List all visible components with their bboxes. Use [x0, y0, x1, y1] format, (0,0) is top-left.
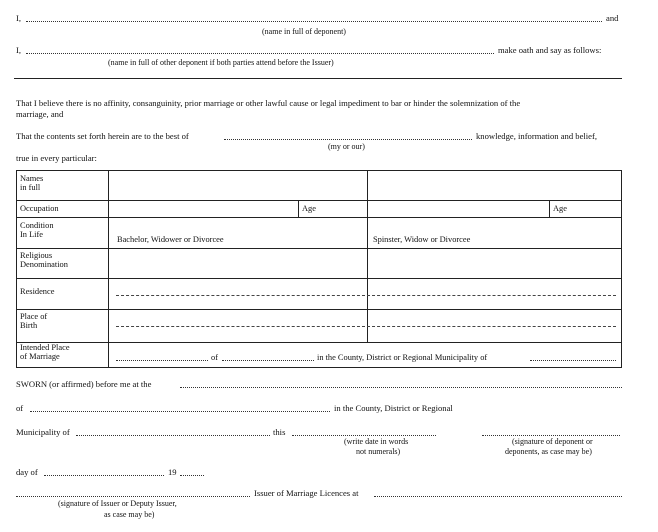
- occupation-label: Occupation: [20, 204, 59, 213]
- age-label-bride: Age: [553, 204, 567, 213]
- deponent-suffix: and: [606, 13, 619, 23]
- county-text: in the County, District or Regional: [334, 403, 453, 413]
- of-label: of: [16, 403, 24, 413]
- signature-caption-2: deponents, as case may be): [505, 447, 592, 456]
- this-label: this: [273, 427, 286, 437]
- condition-groom: Bachelor, Widower or Divorcee: [117, 235, 224, 244]
- age-label-groom: Age: [302, 204, 316, 213]
- birth-label: Place of Birth: [20, 312, 48, 330]
- condition-label: Condition In Life: [20, 221, 54, 239]
- my-or-our-caption: (my or our): [328, 142, 365, 151]
- signature-caption-1: (signature of deponent or: [512, 437, 593, 446]
- issuer-caption-2: as case may be): [104, 510, 155, 519]
- day-label: day of: [16, 467, 38, 477]
- marriage-of: of: [211, 353, 218, 362]
- other-deponent-caption: (name in full of other deponent if both parties attend before the Issuer): [108, 58, 334, 67]
- deponent-signature-field[interactable]: [482, 435, 620, 436]
- marriage-county-text: in the County, District or Regional Municipality of: [317, 353, 488, 362]
- deponent-caption: (name in full of deponent): [262, 27, 346, 36]
- contents-paragraph: That the contents set forth herein are to the best of: [16, 131, 189, 141]
- other-deponent-name-field[interactable]: [26, 53, 494, 54]
- issuer-signature-field[interactable]: [16, 496, 250, 497]
- municipality-field[interactable]: [76, 435, 270, 436]
- date-caption-1: (write date in words: [344, 437, 409, 446]
- names-label: Names in full: [20, 174, 44, 192]
- municipality-label: Municipality of: [16, 427, 70, 437]
- marriage-place-label: Intended Place of Marriage: [20, 343, 70, 361]
- of-field[interactable]: [30, 411, 330, 412]
- date-caption-2: not numerals): [356, 447, 401, 456]
- issuer-caption-1: (signature of Issuer or Deputy Issuer,: [58, 499, 177, 508]
- sworn-place-field[interactable]: [180, 387, 622, 388]
- marriage-locality-field[interactable]: [222, 360, 314, 361]
- marriage-municipality-field[interactable]: [530, 360, 616, 361]
- day-field[interactable]: [44, 475, 164, 476]
- sworn-text: SWORN (or affirmed) before me at the: [16, 379, 152, 389]
- other-deponent-suffix: make oath and say as follows:: [498, 45, 602, 55]
- deponent-prefix: I,: [16, 13, 22, 23]
- marriage-place-field[interactable]: [116, 360, 208, 361]
- religious-label: Religious Denomination: [20, 251, 68, 269]
- issuer-text: Issuer of Marriage Licences at: [254, 488, 359, 498]
- date-in-words-field[interactable]: [292, 435, 436, 436]
- other-deponent-prefix: I,: [16, 45, 22, 55]
- contents-paragraph-suffix: knowledge, information and belief,: [476, 131, 597, 141]
- year-label: 19: [168, 467, 177, 477]
- impediment-paragraph: That I believe there is no affinity, consanguinity, prior marriage or other lawful cause or legal impediment to bar or hinder the solemnization of the: [16, 98, 521, 108]
- issuer-place-field[interactable]: [374, 496, 622, 497]
- year-field[interactable]: [180, 475, 204, 476]
- particulars-table: [16, 170, 622, 368]
- divider: [14, 78, 622, 79]
- impediment-paragraph-end: marriage, and: [16, 109, 64, 119]
- residence-label: Residence: [20, 287, 55, 296]
- my-or-our-field[interactable]: [224, 139, 472, 140]
- contents-paragraph-end: true in every particular:: [16, 153, 97, 163]
- condition-bride: Spinster, Widow or Divorcee: [373, 235, 471, 244]
- deponent-name-field[interactable]: [26, 21, 602, 22]
